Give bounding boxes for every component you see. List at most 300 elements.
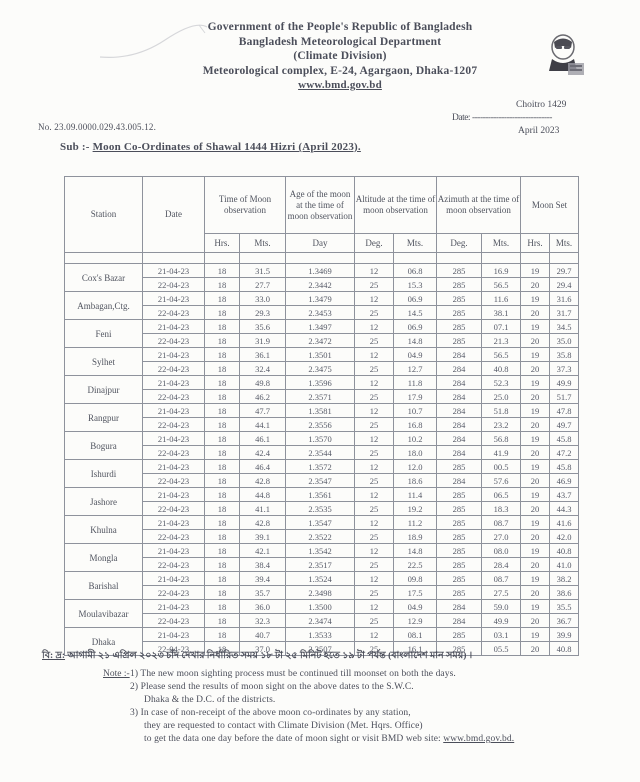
data-cell: 18: [205, 278, 240, 292]
data-cell: 22-04-23: [143, 334, 205, 348]
data-cell: 12: [355, 292, 394, 306]
moon-coordinates-table: [64, 176, 579, 656]
data-cell: 49.8: [240, 376, 286, 390]
data-cell: 31.6: [550, 292, 579, 306]
data-cell: 27.7: [240, 278, 286, 292]
data-cell: 00.5: [482, 460, 521, 474]
empty-cell: [205, 253, 240, 264]
data-cell: 46.9: [550, 474, 579, 488]
data-cell: 22-04-23: [143, 502, 205, 516]
data-cell: 18: [205, 600, 240, 614]
data-cell: 04.9: [394, 348, 437, 362]
data-cell: 2.3475: [286, 362, 355, 376]
note-line-3: 3) In case of non-receipt of the above moon co-ordinates by any station,: [130, 708, 411, 718]
data-cell: 25: [355, 530, 394, 544]
data-cell: 21.3: [482, 334, 521, 348]
empty-cell: [482, 253, 521, 264]
data-cell: 34.5: [550, 320, 579, 334]
data-cell: 2.3547: [286, 474, 355, 488]
table-row: [65, 334, 579, 348]
data-cell: 44.1: [240, 418, 286, 432]
data-cell: 11.6: [482, 292, 521, 306]
data-cell: 09.8: [394, 572, 437, 586]
data-cell: 06.9: [394, 320, 437, 334]
table-row: [65, 376, 579, 390]
data-cell: 47.8: [550, 404, 579, 418]
data-cell: 25: [355, 390, 394, 404]
data-cell: 29.3: [240, 306, 286, 320]
data-cell: 18.9: [394, 530, 437, 544]
data-cell: 18: [205, 642, 240, 656]
sub-header-mts: Mts.: [482, 234, 521, 253]
data-cell: 2.3517: [286, 558, 355, 572]
data-cell: 285: [437, 488, 482, 502]
data-cell: 18.3: [482, 502, 521, 516]
data-cell: 285: [437, 264, 482, 278]
data-cell: 284: [437, 432, 482, 446]
data-cell: 12: [355, 488, 394, 502]
data-cell: 06.9: [394, 292, 437, 306]
data-cell: 22-04-23: [143, 418, 205, 432]
table-row: [65, 628, 579, 642]
data-cell: 47.7: [240, 404, 286, 418]
table-row: [65, 390, 579, 404]
data-cell: 1.3497: [286, 320, 355, 334]
data-cell: 31.5: [240, 264, 286, 278]
table-row: [65, 544, 579, 558]
data-cell: 2.3556: [286, 418, 355, 432]
data-cell: 285: [437, 530, 482, 544]
data-cell: 2.3571: [286, 390, 355, 404]
data-cell: 52.3: [482, 376, 521, 390]
note-label: Note :-: [103, 669, 130, 679]
data-cell: 11.4: [394, 488, 437, 502]
data-cell: 1.3542: [286, 544, 355, 558]
data-cell: 17.9: [394, 390, 437, 404]
table-row: [65, 404, 579, 418]
data-cell: 46.2: [240, 390, 286, 404]
data-cell: 285: [437, 544, 482, 558]
data-cell: 19: [521, 320, 550, 334]
station-name: Mongla: [65, 544, 143, 572]
data-cell: 10.2: [394, 432, 437, 446]
table-row: [65, 614, 579, 628]
table-row: [65, 278, 579, 292]
table-row: [65, 306, 579, 320]
data-cell: 25: [355, 614, 394, 628]
data-cell: 18.6: [394, 474, 437, 488]
data-cell: 12: [355, 432, 394, 446]
data-cell: 19: [521, 432, 550, 446]
data-cell: 22-04-23: [143, 390, 205, 404]
reference-number: No. 23.09.0000.029.43.005.12.: [38, 122, 157, 132]
data-cell: 22-04-23: [143, 558, 205, 572]
data-cell: 21-04-23: [143, 544, 205, 558]
data-cell: 20: [521, 530, 550, 544]
data-cell: 18: [205, 446, 240, 460]
station-name: Barishal: [65, 572, 143, 600]
station-name: Jashore: [65, 488, 143, 516]
data-cell: 20: [521, 418, 550, 432]
data-cell: 285: [437, 292, 482, 306]
data-cell: 16.1: [394, 642, 437, 656]
data-cell: 25: [355, 446, 394, 460]
data-cell: 19: [521, 544, 550, 558]
data-cell: 35.7: [240, 586, 286, 600]
data-cell: 56.5: [482, 348, 521, 362]
table-row: [65, 502, 579, 516]
station-name: Sylhet: [65, 348, 143, 376]
table-row: [65, 474, 579, 488]
data-cell: 27.5: [482, 586, 521, 600]
data-cell: 42.4: [240, 446, 286, 460]
data-cell: 285: [437, 642, 482, 656]
data-cell: 25: [355, 362, 394, 376]
org-line-3: (Climate Division): [293, 50, 387, 62]
data-cell: 21-04-23: [143, 320, 205, 334]
org-line-1: Government of the People's Republic of Bangladesh: [207, 21, 473, 33]
data-cell: 20: [521, 614, 550, 628]
data-cell: 18: [205, 460, 240, 474]
data-cell: 19: [521, 404, 550, 418]
data-cell: 19: [521, 628, 550, 642]
station-name: Khulna: [65, 516, 143, 544]
data-cell: 1.3547: [286, 516, 355, 530]
data-cell: 2.3544: [286, 446, 355, 460]
data-cell: 25: [355, 334, 394, 348]
data-cell: 18: [205, 292, 240, 306]
station-name: Ambagan,Ctg.: [65, 292, 143, 320]
station-name: Feni: [65, 320, 143, 348]
empty-cell: [521, 253, 550, 264]
note-line-3-end-text: to get the data one day before the date of moon sight or visit BMD web site:: [144, 734, 444, 744]
data-cell: 08.0: [482, 544, 521, 558]
data-cell: 19: [521, 348, 550, 362]
data-cell: 1.3500: [286, 600, 355, 614]
data-cell: 22.5: [394, 558, 437, 572]
data-cell: 41.0: [550, 558, 579, 572]
sub-header-deg: Deg.: [355, 234, 394, 253]
table-row: [65, 432, 579, 446]
data-cell: 31.9: [240, 334, 286, 348]
data-cell: 21-04-23: [143, 460, 205, 474]
col-header-altitude: Altitude at the time of moon observation: [355, 177, 437, 234]
empty-cell: [394, 253, 437, 264]
data-cell: 39.9: [550, 628, 579, 642]
data-cell: 32.3: [240, 614, 286, 628]
data-cell: 284: [437, 446, 482, 460]
data-cell: 49.9: [550, 376, 579, 390]
data-cell: 20: [521, 306, 550, 320]
data-cell: 18: [205, 586, 240, 600]
data-cell: 12: [355, 404, 394, 418]
table-row: [65, 516, 579, 530]
data-cell: 2.3498: [286, 586, 355, 600]
data-cell: 285: [437, 558, 482, 572]
data-cell: 25: [355, 474, 394, 488]
data-cell: 20: [521, 278, 550, 292]
data-cell: 284: [437, 390, 482, 404]
date-field: Date: ------------------------------: [452, 113, 552, 123]
data-cell: 1.3596: [286, 376, 355, 390]
table-row: [65, 558, 579, 572]
station-name: Moulavibazar: [65, 600, 143, 628]
data-cell: 18: [205, 488, 240, 502]
data-cell: 285: [437, 306, 482, 320]
data-cell: 23.2: [482, 418, 521, 432]
data-cell: 1.3479: [286, 292, 355, 306]
data-cell: 57.6: [482, 474, 521, 488]
data-cell: 40.8: [550, 642, 579, 656]
data-cell: 19: [521, 572, 550, 586]
data-cell: 45.8: [550, 460, 579, 474]
data-cell: 18.0: [394, 446, 437, 460]
data-cell: 18: [205, 376, 240, 390]
data-cell: 2.3522: [286, 530, 355, 544]
data-cell: 51.8: [482, 404, 521, 418]
table-row: [65, 264, 579, 278]
data-cell: 18: [205, 432, 240, 446]
data-cell: 19.2: [394, 502, 437, 516]
website-link: www.bmd.gov.bd: [298, 79, 382, 91]
data-cell: 25: [355, 558, 394, 572]
data-cell: 1.3533: [286, 628, 355, 642]
data-cell: 43.7: [550, 488, 579, 502]
data-cell: 20: [521, 446, 550, 460]
data-cell: 285: [437, 516, 482, 530]
data-cell: 44.3: [550, 502, 579, 516]
data-cell: 36.1: [240, 348, 286, 362]
data-cell: 285: [437, 320, 482, 334]
data-cell: 284: [437, 474, 482, 488]
data-cell: 05.5: [482, 642, 521, 656]
data-cell: 18: [205, 614, 240, 628]
data-cell: 42.0: [550, 530, 579, 544]
col-header-station: Station: [65, 177, 143, 253]
data-cell: 17.5: [394, 586, 437, 600]
note-line-1: 1) The new moon sighting process must be continued till moonset on both the days.: [130, 669, 456, 679]
data-cell: 18: [205, 544, 240, 558]
data-cell: 11.8: [394, 376, 437, 390]
data-cell: 284: [437, 614, 482, 628]
bengali-note: [42, 649, 622, 664]
station-name: Rangpur: [65, 404, 143, 432]
data-cell: 18: [205, 516, 240, 530]
bengali-date: Choitro 1429: [516, 100, 567, 110]
table-row: [65, 600, 579, 614]
station-name: Cox's Bazar: [65, 264, 143, 292]
data-cell: 1.3561: [286, 488, 355, 502]
data-cell: 18: [205, 348, 240, 362]
data-cell: 28.4: [482, 558, 521, 572]
data-cell: 1.3572: [286, 460, 355, 474]
data-cell: 19: [521, 376, 550, 390]
data-cell: 21-04-23: [143, 488, 205, 502]
empty-cell: [65, 253, 143, 264]
data-cell: 38.6: [550, 586, 579, 600]
data-cell: 16.8: [394, 418, 437, 432]
data-cell: 285: [437, 278, 482, 292]
data-cell: 285: [437, 628, 482, 642]
data-cell: 19: [521, 460, 550, 474]
data-cell: 40.8: [482, 362, 521, 376]
data-cell: 19: [521, 600, 550, 614]
data-cell: 21-04-23: [143, 516, 205, 530]
data-cell: 18: [205, 558, 240, 572]
data-cell: 06.5: [482, 488, 521, 502]
bengali-note-text: আগামী ২১ এপ্রিল ২০২৩ চাঁদ দেখার নির্ধারিত সময় ১৮ টা ২৫ মিনিট হতে ১৯ টা পর্যন্ত (বাংলাদেশ মান সময়) ।: [65, 651, 473, 661]
data-cell: 36.7: [550, 614, 579, 628]
data-cell: 284: [437, 418, 482, 432]
data-cell: 285: [437, 460, 482, 474]
data-cell: 285: [437, 572, 482, 586]
bmd-website-link: www.bmd.gov.bd.: [443, 734, 515, 744]
data-cell: 285: [437, 334, 482, 348]
data-cell: 37.3: [550, 362, 579, 376]
data-cell: 284: [437, 362, 482, 376]
data-cell: 1.3581: [286, 404, 355, 418]
data-cell: 19: [521, 488, 550, 502]
data-cell: 41.1: [240, 502, 286, 516]
data-cell: 39.4: [240, 572, 286, 586]
data-cell: 1.3524: [286, 572, 355, 586]
data-cell: 33.0: [240, 292, 286, 306]
data-cell: 08.1: [394, 628, 437, 642]
data-cell: 18: [205, 502, 240, 516]
table-row: [65, 586, 579, 600]
data-cell: 42.1: [240, 544, 286, 558]
data-cell: 19: [521, 264, 550, 278]
data-cell: 06.8: [394, 264, 437, 278]
data-cell: 25: [355, 586, 394, 600]
data-cell: 44.8: [240, 488, 286, 502]
sub-header-mts: Mts.: [240, 234, 286, 253]
data-cell: 22-04-23: [143, 614, 205, 628]
data-cell: 18: [205, 404, 240, 418]
sub-header-mts: Mts.: [394, 234, 437, 253]
data-cell: 20: [521, 642, 550, 656]
data-cell: 12: [355, 376, 394, 390]
data-cell: 35.6: [240, 320, 286, 334]
data-cell: 22-04-23: [143, 278, 205, 292]
data-cell: 42.8: [240, 474, 286, 488]
table-row: [65, 348, 579, 362]
station-name: Dinajpur: [65, 376, 143, 404]
note-line-2-cont: Dhaka & the D.C. of the districts.: [144, 695, 276, 705]
data-cell: 12: [355, 628, 394, 642]
org-line-2: Bangladesh Meteorological Department: [238, 35, 442, 48]
col-header-age: Age of the moon at the time of moon observation: [286, 177, 355, 234]
sub-header-deg: Deg.: [437, 234, 482, 253]
data-cell: 12: [355, 460, 394, 474]
data-cell: 20: [521, 558, 550, 572]
data-cell: 45.8: [550, 432, 579, 446]
data-cell: 2.3535: [286, 502, 355, 516]
data-cell: 51.7: [550, 390, 579, 404]
data-cell: 14.8: [394, 544, 437, 558]
sub-header-day: Day: [286, 234, 355, 253]
data-cell: 20: [521, 474, 550, 488]
data-cell: 25: [355, 418, 394, 432]
data-cell: 21-04-23: [143, 348, 205, 362]
data-cell: 35.0: [550, 334, 579, 348]
data-cell: 42.8: [240, 516, 286, 530]
data-cell: 35.8: [550, 348, 579, 362]
data-cell: 284: [437, 404, 482, 418]
empty-cell: [286, 253, 355, 264]
data-cell: 22-04-23: [143, 586, 205, 600]
data-cell: 25: [355, 278, 394, 292]
data-cell: 56.8: [482, 432, 521, 446]
data-cell: 40.7: [240, 628, 286, 642]
col-header-time: Time of Moon observation: [205, 177, 286, 234]
col-header-moonset: Moon Set: [521, 177, 579, 234]
data-cell: 18: [205, 390, 240, 404]
data-cell: 20: [521, 390, 550, 404]
data-cell: 08.7: [482, 572, 521, 586]
data-cell: 18: [205, 474, 240, 488]
data-cell: 59.0: [482, 600, 521, 614]
subject-line: [60, 141, 361, 153]
data-cell: 12: [355, 320, 394, 334]
data-cell: 2.3442: [286, 278, 355, 292]
org-line-4: Meteorological complex, E-24, Agargaon, Dhaka-1207: [202, 64, 478, 77]
station-name: Dhaka: [65, 628, 143, 656]
data-cell: 22-04-23: [143, 362, 205, 376]
table-row: [65, 446, 579, 460]
data-cell: 21-04-23: [143, 404, 205, 418]
subject-text: Moon Co-Ordinates of Shawal 1444 Hizri (April 2023).: [92, 141, 361, 153]
data-cell: 22-04-23: [143, 530, 205, 544]
table-row: [65, 460, 579, 474]
data-cell: 25.0: [482, 390, 521, 404]
data-cell: 18: [205, 264, 240, 278]
data-cell: 36.0: [240, 600, 286, 614]
data-cell: 12.0: [394, 460, 437, 474]
table-row: [65, 572, 579, 586]
data-cell: 41.6: [550, 516, 579, 530]
data-cell: 49.9: [482, 614, 521, 628]
data-cell: 41.9: [482, 446, 521, 460]
data-cell: 38.4: [240, 558, 286, 572]
data-cell: 20: [521, 502, 550, 516]
table-row: [65, 418, 579, 432]
spacer-row: [65, 253, 579, 264]
data-cell: 22-04-23: [143, 306, 205, 320]
official-stamp-icon: [546, 33, 588, 91]
empty-cell: [143, 253, 205, 264]
data-cell: 1.3570: [286, 432, 355, 446]
data-cell: 20: [521, 586, 550, 600]
data-cell: 2.3472: [286, 334, 355, 348]
data-cell: 12: [355, 600, 394, 614]
data-cell: 49.7: [550, 418, 579, 432]
data-cell: 25: [355, 502, 394, 516]
data-cell: 21-04-23: [143, 600, 205, 614]
data-cell: 15.3: [394, 278, 437, 292]
data-cell: 12.7: [394, 362, 437, 376]
data-cell: 27.0: [482, 530, 521, 544]
data-cell: 22-04-23: [143, 474, 205, 488]
data-cell: 46.1: [240, 432, 286, 446]
data-cell: 21-04-23: [143, 376, 205, 390]
data-cell: 18: [205, 628, 240, 642]
data-cell: 14.5: [394, 306, 437, 320]
station-name: Ishurdi: [65, 460, 143, 488]
sub-header-hrs: Hrs.: [205, 234, 240, 253]
data-cell: 47.2: [550, 446, 579, 460]
data-cell: 19: [521, 516, 550, 530]
